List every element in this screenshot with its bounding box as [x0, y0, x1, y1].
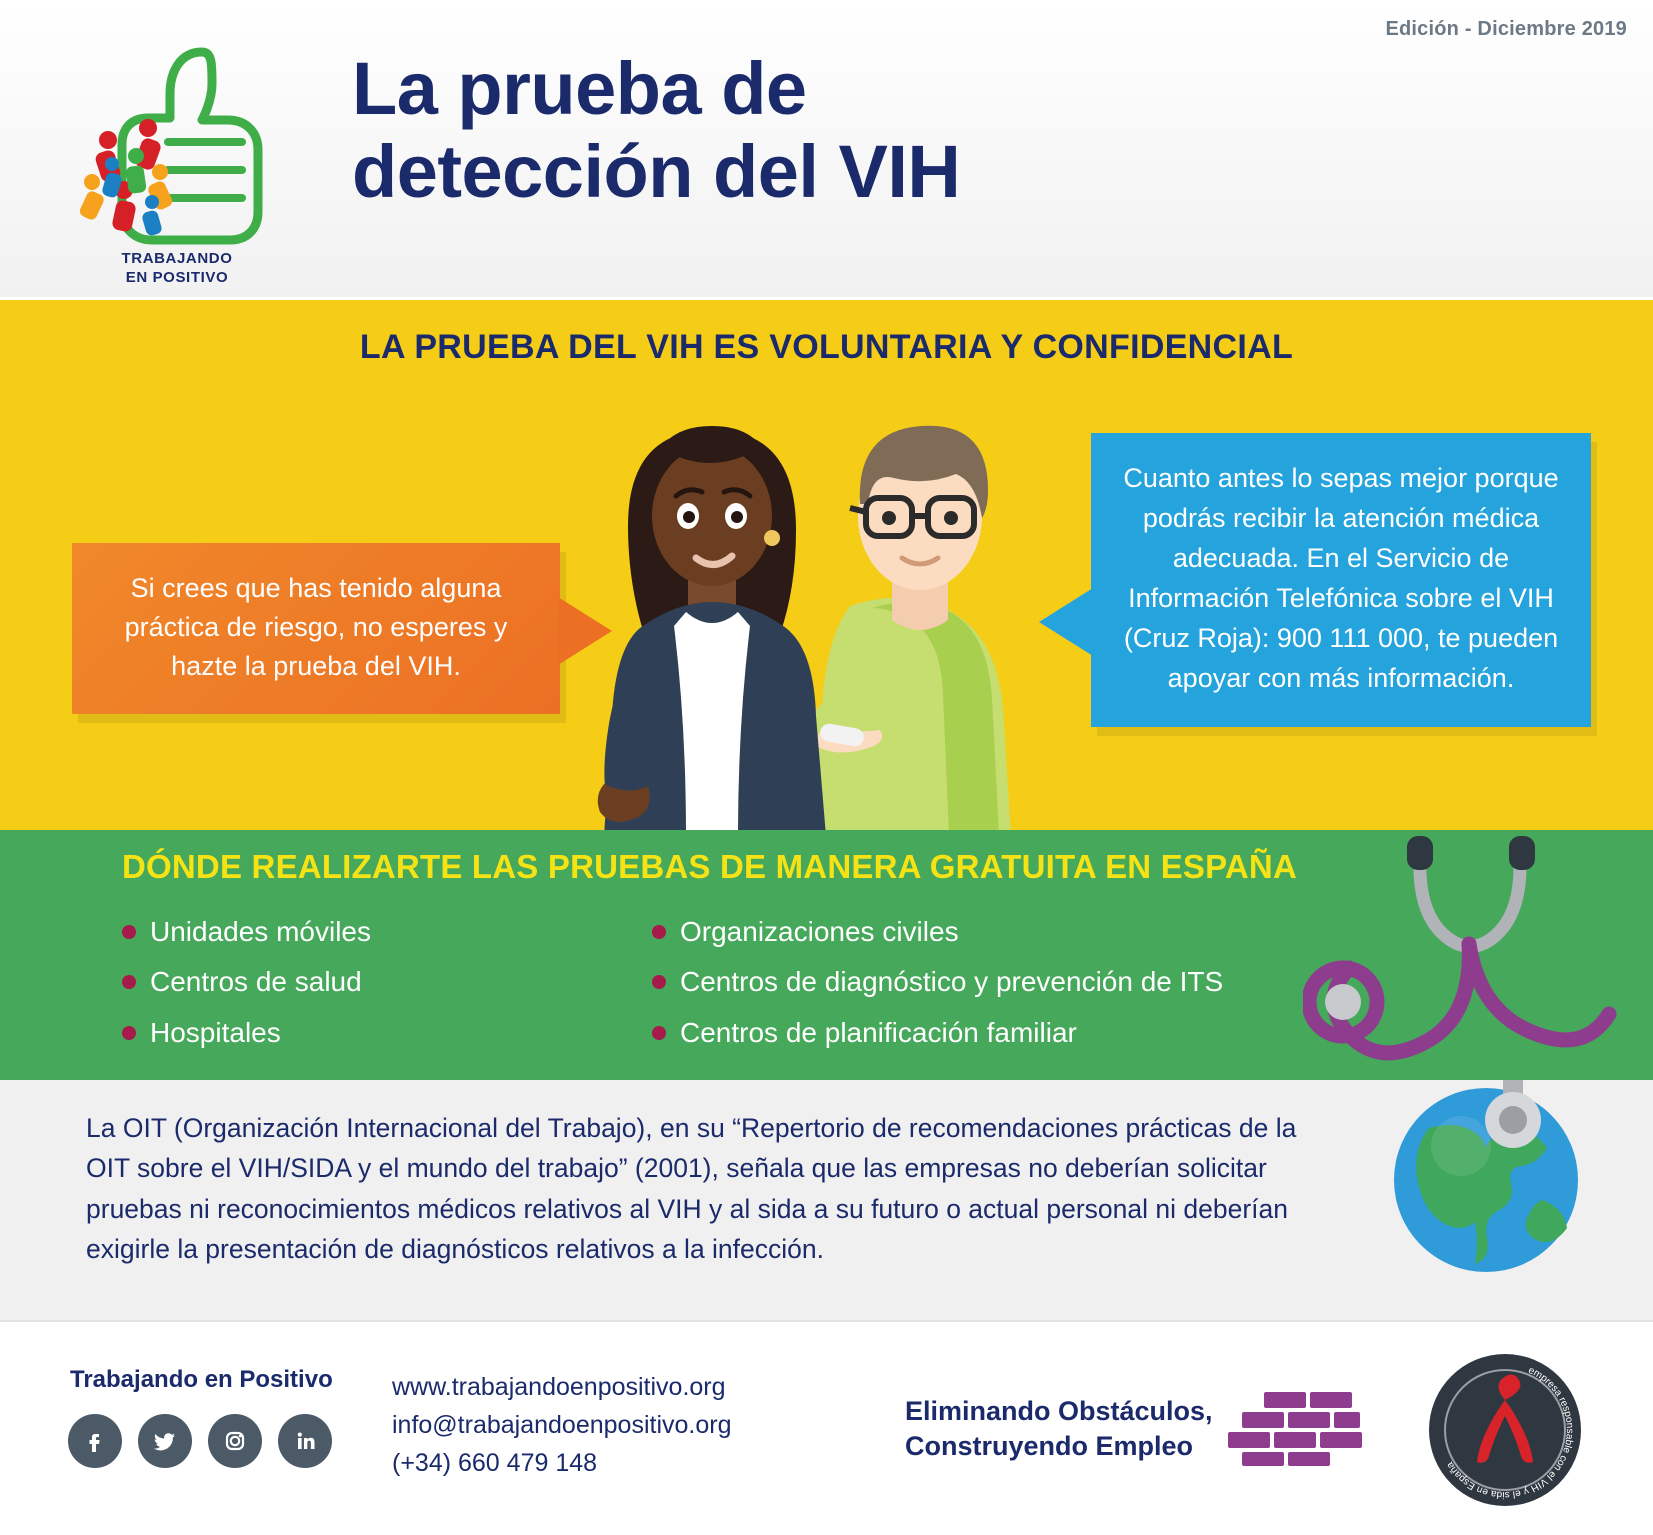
list-item [122, 910, 552, 953]
footer [0, 1320, 1653, 1535]
logo-text-line1: TRABAJANDO [121, 250, 233, 267]
campaign-slogan-line1: Eliminando Obstáculos, [905, 1396, 1213, 1426]
campaign-slogan-line2: Construyendo Empleo [905, 1431, 1194, 1462]
list-item-label: Hospitales [150, 1016, 281, 1048]
test-locations-right-column [652, 910, 1412, 1061]
list-item-label: Organizaciones civiles [680, 916, 959, 947]
test-locations-lists [122, 910, 1412, 1061]
edition-label: Edición - Diciembre 2019 [1385, 18, 1627, 40]
campaign-slogan [905, 1394, 1213, 1464]
email-link[interactable]: info@trabajandoenpositivo.org [392, 1411, 732, 1439]
list-item [122, 960, 552, 1003]
website-link[interactable]: www.trabajandoenpositivo.org [392, 1373, 726, 1401]
list-item [652, 1011, 1412, 1054]
page-title-line1: La prueba de [352, 47, 807, 130]
stethoscope-icon [1303, 836, 1633, 1080]
callout-right: Cuanto antes lo sepas mejor porque podrás recibir la atención médica adecuada. En el Servicio de Información Telefónica sobre el VIH (Cruz Roja): 900 111 000, te pueden apoyar con más información. [1091, 433, 1591, 727]
bullet-dot-icon [652, 1026, 666, 1040]
logo-text [72, 250, 282, 288]
oit-section [0, 1080, 1653, 1320]
phone-number: (+34) 660 479 148 [392, 1449, 598, 1477]
facebook-icon[interactable] [68, 1414, 122, 1468]
twitter-icon[interactable] [138, 1414, 192, 1468]
social-links [68, 1414, 332, 1468]
bullet-dot-icon [122, 925, 136, 939]
list-item-label: Centros de salud [150, 966, 362, 998]
callout-left: Si crees que has tenido alguna práctica de riesgo, no esperes y hazte la prueba del VIH. [72, 543, 560, 714]
yellow-section-title: LA PRUEBA DEL VIH ES VOLUNTARIA Y CONFIDENCIAL [359, 328, 1294, 366]
page-title [352, 48, 960, 214]
list-item [122, 1011, 552, 1054]
where-to-test-section [0, 830, 1653, 1080]
list-item-label: Centros de planificación familiar [680, 1016, 1077, 1048]
contact-info [392, 1368, 732, 1482]
green-section-title: DÓNDE REALIZARTE LAS PRUEBAS DE MANERA GRATUITA EN ESPAÑA [122, 848, 1297, 885]
instagram-icon[interactable] [208, 1414, 262, 1468]
globe-icon [1371, 1080, 1601, 1280]
header [0, 0, 1653, 300]
bricks-icon [1228, 1392, 1364, 1466]
list-item-label: Centros de diagnóstico y prevención de ITS [680, 966, 1224, 998]
seal-text: empresa responsable con el VIH y el sida en España [1444, 1364, 1575, 1501]
page-title-line2: detección del VIH [352, 129, 961, 213]
logo-text-line2: EN POSITIVO [125, 268, 229, 286]
list-item [652, 960, 1412, 1003]
linkedin-icon[interactable] [278, 1414, 332, 1468]
responsible-company-seal [1425, 1350, 1585, 1510]
test-locations-left-column [122, 910, 552, 1061]
bullet-dot-icon [122, 975, 136, 989]
bullet-dot-icon [122, 1026, 136, 1040]
organization-logo [52, 22, 292, 286]
list-item-label: Unidades móviles [150, 916, 371, 947]
footer-brand: Trabajando en Positivo [70, 1366, 333, 1393]
oit-paragraph: La OIT (Organización Internacional del Trabajo), en su “Repertorio de recomendaciones prácticas de la OIT sobre el VIH/SIDA y el mundo del trabajo” (2001), señala que las empresas no deberían solicitar pruebas ni reconocimientos médicos relativos al VIH y al sida a su futuro o actual personal ni deberían exigirle la presentación de diagnósticos relativos a la infección. [86, 1113, 1297, 1264]
bullet-dot-icon [652, 925, 666, 939]
list-item [652, 910, 1412, 953]
bullet-dot-icon [652, 975, 666, 989]
thumbs-up-people-logo-icon [52, 22, 292, 262]
voluntary-confidential-section [0, 300, 1653, 830]
